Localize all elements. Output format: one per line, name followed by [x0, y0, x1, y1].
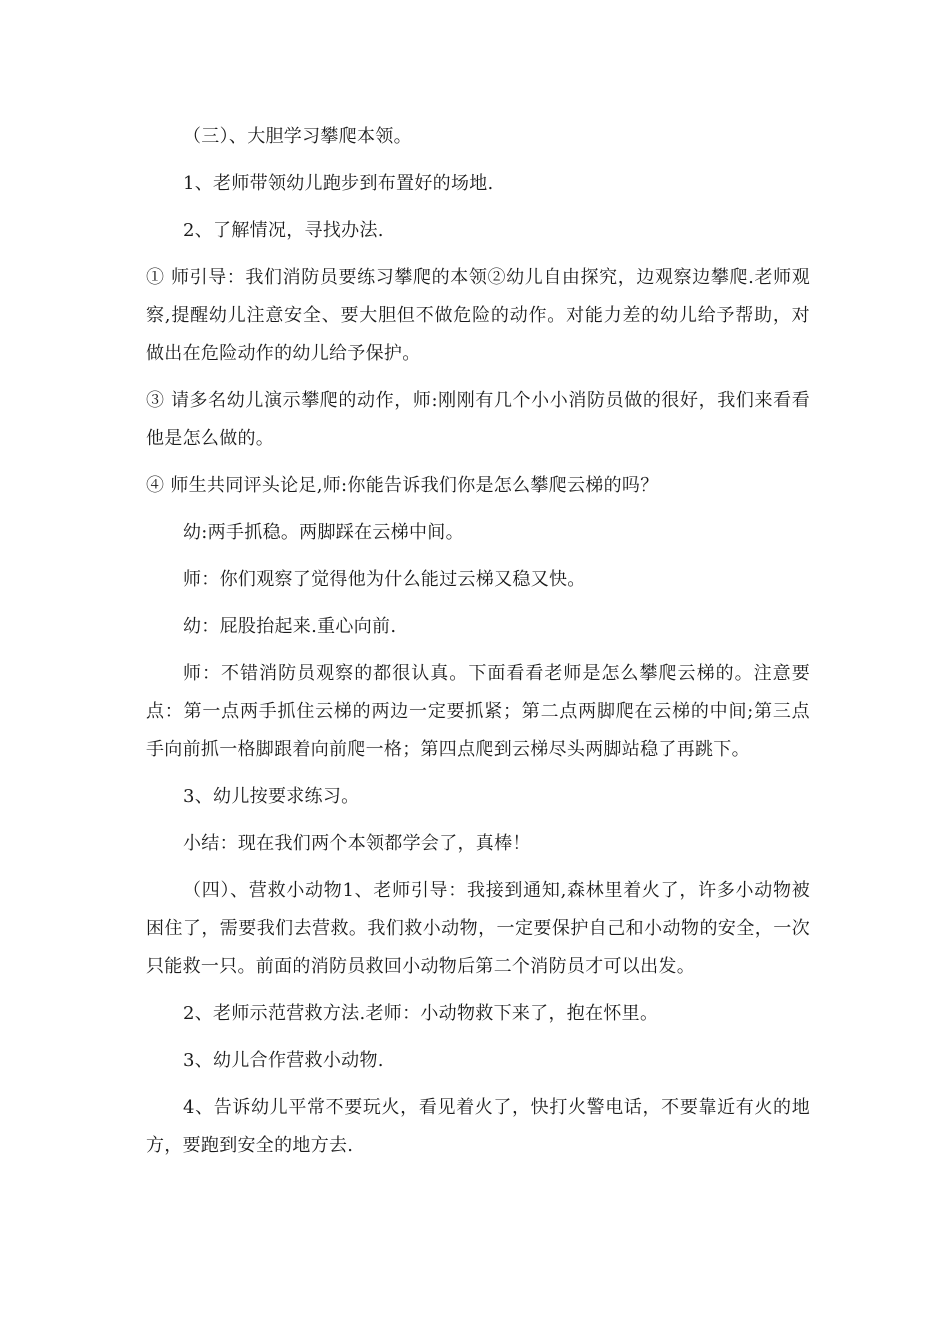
paragraph-dialogue-child-2: 幼：屁股抬起来.重心向前. [183, 616, 397, 637]
paragraph-section-3-heading: （三）、大胆学习攀爬本领。 [183, 126, 412, 147]
paragraph-summary: 小结：现在我们两个本领都学会了，真棒！ [183, 833, 531, 854]
paragraph-step-2: 2、了解情况，寻找办法. [183, 220, 384, 241]
paragraph-item-3: ③ 请多名幼儿演示攀爬的动作，师:刚刚有几个小小消防员做的很好，我们来看看他是怎么做的。 [146, 390, 810, 449]
paragraph-section-4-step-4: 4、告诉幼儿平常不要玩火，看见着火了，快打火警电话，不要靠近有火的地方，要跑到安全的地方去. [146, 1097, 810, 1156]
paragraph-step-1: 1、老师带领幼儿跑步到布置好的场地. [183, 173, 494, 194]
paragraph-section-4-step-2: 2、老师示范营救方法.老师：小动物救下来了，抱在怀里。 [183, 1003, 659, 1024]
paragraph-step-3: 3、幼儿按要求练习。 [183, 786, 360, 807]
paragraph-dialogue-teacher-2: 师：不错消防员观察的都很认真。下面看看老师是怎么攀爬云梯的。注意要点：第一点两手抓住云梯的两边一定要抓紧；第二点两脚爬在云梯的中间;第三点手向前抓一格脚跟着向前爬一格；第四点爬到云梯尽头两脚站稳了再跳下。 [146, 663, 810, 760]
paragraph-item-1: ① 师引导：我们消防员要练习攀爬的本领②幼儿自由探究，边观察边攀爬.老师观察,提醒幼儿注意安全、要大胆但不做危险的动作。对能力差的幼儿给予帮助，对做出在危险动作的幼儿给予保护。 [146, 267, 810, 364]
paragraph-section-4: （四）、营救小动物1、老师引导：我接到通知,森林里着火了，许多小动物被困住了，需要我们去营救。我们救小动物，一定要保护自己和小动物的安全，一次只能救一只。前面的消防员救回小动物后第二个消防员才可以出发。 [146, 880, 810, 977]
document-body [146, 118, 810, 1174]
paragraph-item-4: ④ 师生共同评头论足,师:你能告诉我们你是怎么攀爬云梯的吗？ [146, 475, 659, 496]
paragraph-section-4-step-3: 3、幼儿合作营救小动物. [183, 1050, 384, 1071]
paragraph-dialogue-child-1: 幼:两手抓稳。两脚踩在云梯中间。 [183, 522, 464, 543]
paragraph-dialogue-teacher-1: 师：你们观察了觉得他为什么能过云梯又稳又快。 [183, 569, 586, 590]
